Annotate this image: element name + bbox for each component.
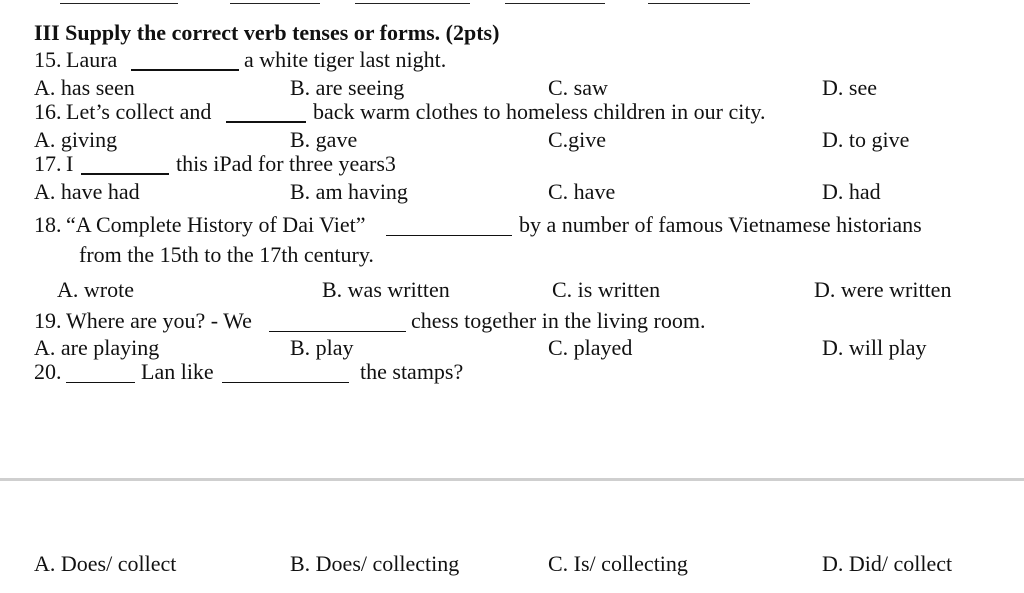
option-d[interactable]: D. were written — [814, 277, 952, 302]
option-c[interactable]: C. have — [548, 179, 616, 204]
option-c[interactable]: C. Is/ collecting — [548, 551, 688, 576]
question-number: 17. — [34, 151, 62, 176]
cropped-blank-line — [355, 3, 470, 4]
option-b[interactable]: B. are seeing — [290, 75, 405, 100]
option-d[interactable]: D. will play — [822, 335, 927, 360]
question-stem-end: the stamps? — [360, 359, 464, 384]
answer-blank[interactable] — [81, 173, 169, 175]
option-b[interactable]: B. play — [290, 335, 354, 360]
option-b[interactable]: B. am having — [290, 179, 408, 204]
question-number: 20. — [34, 359, 62, 384]
option-b[interactable]: B. Does/ collecting — [290, 551, 460, 576]
option-a[interactable]: A. are playing — [34, 335, 160, 360]
question-stem-start: Laura — [66, 47, 118, 72]
answer-blank[interactable] — [131, 69, 239, 71]
answer-blank[interactable] — [269, 331, 406, 332]
option-a[interactable]: A. have had — [34, 179, 140, 204]
question-stem-middle: Lan like — [141, 359, 214, 384]
question-stem-start: I — [66, 151, 74, 176]
answer-blank[interactable] — [386, 235, 512, 236]
answer-blank[interactable] — [222, 382, 349, 383]
question-stem-end: a white tiger last night. — [244, 47, 447, 72]
option-a[interactable]: A. wrote — [57, 277, 134, 302]
question-stem-start: Let’s collect and — [66, 99, 212, 124]
question-number: 18. — [34, 212, 62, 237]
option-d[interactable]: D. to give — [822, 127, 910, 152]
option-b[interactable]: B. was written — [322, 277, 450, 302]
cropped-blank-line — [60, 3, 178, 4]
question-stem-end: by a number of famous Vietnamese historians — [519, 212, 922, 237]
option-b[interactable]: B. gave — [290, 127, 358, 152]
cropped-blank-line — [648, 3, 750, 4]
answer-blank[interactable] — [226, 121, 306, 123]
section-title: III Supply the correct verb tenses or forms. (2pts) — [34, 20, 500, 45]
question-stem-end: chess together in the living room. — [411, 308, 706, 333]
question-stem-start: Where are you? - We — [66, 308, 252, 333]
question-number: 15. — [34, 47, 62, 72]
option-a[interactable]: A. giving — [34, 127, 118, 152]
option-c[interactable]: C. saw — [548, 75, 608, 100]
question-stem-continued: from the 15th to the 17th century. — [79, 242, 374, 267]
question-number: 19. — [34, 308, 62, 333]
page-divider — [0, 478, 1024, 481]
option-d[interactable]: D. had — [822, 179, 881, 204]
option-a[interactable]: A. Does/ collect — [34, 551, 177, 576]
cropped-blank-line — [230, 3, 320, 4]
question-stem-end: back warm clothes to homeless children in our city. — [313, 99, 766, 124]
answer-blank[interactable] — [66, 382, 135, 383]
option-c[interactable]: C. is written — [552, 277, 661, 302]
cropped-blank-line — [505, 3, 605, 4]
option-d[interactable]: D. Did/ collect — [822, 551, 953, 576]
option-c[interactable]: C. played — [548, 335, 633, 360]
option-d[interactable]: D. see — [822, 75, 877, 100]
question-stem-start: “A Complete History of Dai Viet” — [66, 212, 366, 237]
option-c[interactable]: C.give — [548, 127, 607, 152]
question-stem-end: this iPad for three years3 — [176, 151, 396, 176]
option-a[interactable]: A. has seen — [34, 75, 135, 100]
question-number: 16. — [34, 99, 62, 124]
